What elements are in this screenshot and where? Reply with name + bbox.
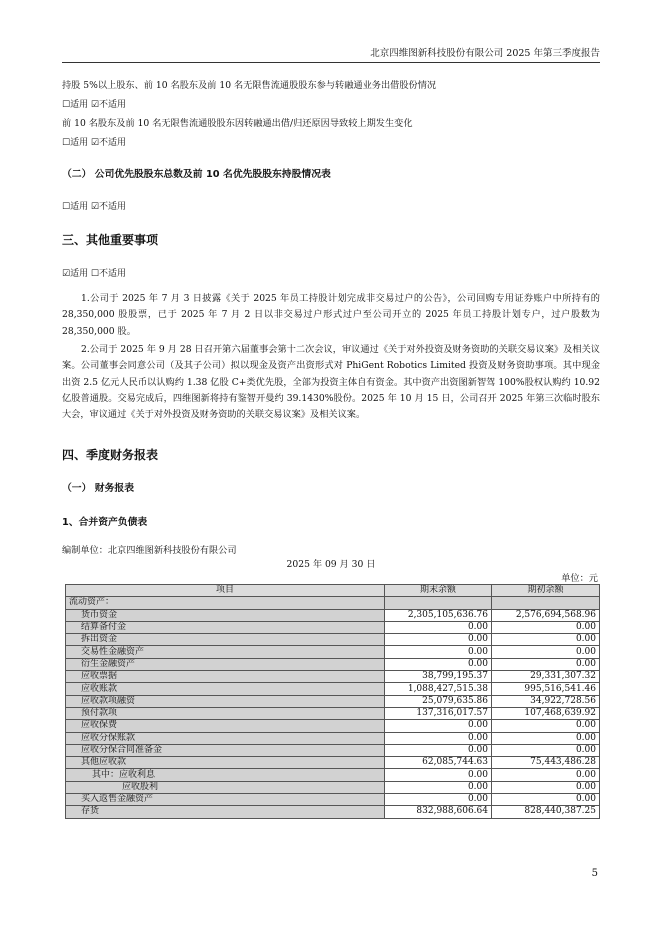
table-row [66, 646, 600, 658]
row-label: 应收票据 [66, 671, 385, 683]
row-opening-value: 0.00 [492, 769, 600, 781]
table-row [66, 707, 600, 719]
column-header-opening-balance: 期初余额 [492, 585, 600, 597]
row-ending-value: 0.00 [385, 744, 492, 756]
row-label: 应收款项融资 [66, 695, 385, 707]
row-opening-value: 0.00 [492, 646, 600, 658]
table-row [66, 658, 600, 670]
row-opening-value: 828,440,387.25 [492, 806, 600, 818]
row-ending-value: 0.00 [385, 621, 492, 633]
row-label: 交易性金融资产 [66, 646, 385, 658]
table-row [66, 794, 600, 806]
row-ending-value [385, 597, 492, 609]
row-label: 应收股利 [66, 781, 385, 793]
balance-sheet-table [65, 584, 600, 819]
row-ending-value: 0.00 [385, 769, 492, 781]
column-header-ending-balance: 期末余额 [385, 585, 492, 597]
row-ending-value: 832,988,606.64 [385, 806, 492, 818]
securities-lending-note: 持股 5%以上股东、前 10 名股东及前 10 名无限售流通股股东参与转融通业务出借股份情况 [62, 80, 437, 91]
table-row [66, 671, 600, 683]
compiler-line: 编制单位：北京四维图新科技股份有限公司 [62, 545, 237, 556]
row-ending-value: 0.00 [385, 794, 492, 806]
column-header-item: 项目 [66, 585, 385, 597]
currency-unit: 单位：元 [561, 573, 598, 584]
row-ending-value: 0.00 [385, 634, 492, 646]
row-opening-value: 0.00 [492, 794, 600, 806]
table-row [66, 609, 600, 621]
header-divider [62, 62, 600, 63]
statement-date: 2025 年 09 月 30 日 [286, 559, 376, 570]
row-label: 其他应收款 [66, 757, 385, 769]
row-label: 应收分保合同准备金 [66, 744, 385, 756]
lending-change-note: 前 10 名股东及前 10 名无限售流通股股东因转融通出借/归还原因导致较上期发生变化 [62, 118, 413, 129]
row-ending-value: 1,088,427,515.38 [385, 683, 492, 695]
row-label: 应收分保账款 [66, 732, 385, 744]
table-row [66, 720, 600, 732]
row-ending-value: 0.00 [385, 720, 492, 732]
row-ending-value: 137,316,017.57 [385, 707, 492, 719]
row-label: 拆出资金 [66, 634, 385, 646]
row-opening-value: 0.00 [492, 781, 600, 793]
row-ending-value: 0.00 [385, 646, 492, 658]
row-label: 流动资产： [66, 597, 385, 609]
row-opening-value: 0.00 [492, 732, 600, 744]
row-ending-value: 0.00 [385, 658, 492, 670]
section-3-heading: 三、其他重要事项 [62, 233, 159, 247]
financial-statements-heading: （一） 财务报表 [62, 483, 134, 494]
table-row [66, 683, 600, 695]
section-2-heading: （二） 公司优先股股东总数及前 10 名优先股股东持股情况表 [62, 169, 331, 180]
applicability-checkbox-3: ☐适用 ☑不适用 [62, 202, 126, 212]
row-opening-value: 0.00 [492, 744, 600, 756]
page-number: 5 [591, 868, 598, 879]
row-ending-value: 2,305,105,636.76 [385, 609, 492, 621]
row-label: 应收保费 [66, 720, 385, 732]
table-header-row [66, 585, 600, 597]
row-label: 买入返售金融资产 [66, 794, 385, 806]
row-opening-value: 0.00 [492, 634, 600, 646]
row-opening-value: 0.00 [492, 621, 600, 633]
row-label: 衍生金融资产 [66, 658, 385, 670]
applicability-checkbox-1: ☐适用 ☑不适用 [62, 100, 126, 110]
row-opening-value: 2,576,694,568.96 [492, 609, 600, 621]
table-row [66, 806, 600, 818]
row-label: 其中：应收利息 [66, 769, 385, 781]
row-ending-value: 38,799,195.37 [385, 671, 492, 683]
applicability-checkbox-4: ☑适用 ☐不适用 [62, 269, 126, 279]
page-header: 北京四维图新科技股份有限公司 2025 年第三季度报告 [370, 48, 600, 59]
section-4-heading: 四、季度财务报表 [62, 448, 159, 462]
row-opening-value: 29,331,307.32 [492, 671, 600, 683]
row-label: 结算备付金 [66, 621, 385, 633]
row-label: 应收账款 [66, 683, 385, 695]
table-row [66, 781, 600, 793]
row-opening-value: 0.00 [492, 658, 600, 670]
row-opening-value: 34,922,728.56 [492, 695, 600, 707]
row-opening-value: 75,443,486.28 [492, 757, 600, 769]
row-label: 货币资金 [66, 609, 385, 621]
applicability-checkbox-2: ☐适用 ☑不适用 [62, 138, 126, 148]
matter-paragraph-1: 1.公司于 2025 年 7 月 3 日披露《关于 2025 年员工持股计划完成非交易过户的公告》，公司回购专用证券账户中所持有的 28,350,000 股股票，已于 2025 年 7 月 2 日以非交易过户形式过户至公司开立的 2025 年员工持股计划专户，过户股数为 28,350,000 股。 [62, 293, 600, 337]
row-label: 预付款项 [66, 707, 385, 719]
row-ending-value: 62,085,744.63 [385, 757, 492, 769]
balance-sheet-heading: 1、合并资产负债表 [62, 517, 148, 528]
matter-paragraph-2: 2.公司于 2025 年 9 月 28 日召开第六届董事会第十二次会议，审议通过《关于对外投资及财务资助的关联交易议案》及相关议案。公司董事会同意公司（及其子公司）拟以现金及资产出资形式对 PhiGent Robotics Limited 投资及财务资助事项。其中现金出资 2.5 亿元人民币以认购约 1.38 亿股 C+类优先股，全部为投资主体自有资金。其中资产出资图新智驾 100%股权认购约 10.92 亿股普通股。交易完成后，四维图新将持有鉴智开曼约 39.1430%股份。2025 年 10 月 15 日，公司召开 2025 年第三次临时股东大会，审议通过《关于对外投资及财务资助的关联交易议案》及相关议案。 [62, 344, 600, 421]
table-row [66, 597, 600, 609]
row-label: 存货 [66, 806, 385, 818]
table-row [66, 757, 600, 769]
table-row [66, 769, 600, 781]
row-ending-value: 25,079,635.86 [385, 695, 492, 707]
row-opening-value [492, 597, 600, 609]
table-row [66, 695, 600, 707]
table-row [66, 621, 600, 633]
row-opening-value: 0.00 [492, 720, 600, 732]
table-row [66, 744, 600, 756]
row-opening-value: 107,468,639.92 [492, 707, 600, 719]
row-ending-value: 0.00 [385, 732, 492, 744]
table-row [66, 732, 600, 744]
row-opening-value: 995,516,541.46 [492, 683, 600, 695]
row-ending-value: 0.00 [385, 781, 492, 793]
table-row [66, 634, 600, 646]
